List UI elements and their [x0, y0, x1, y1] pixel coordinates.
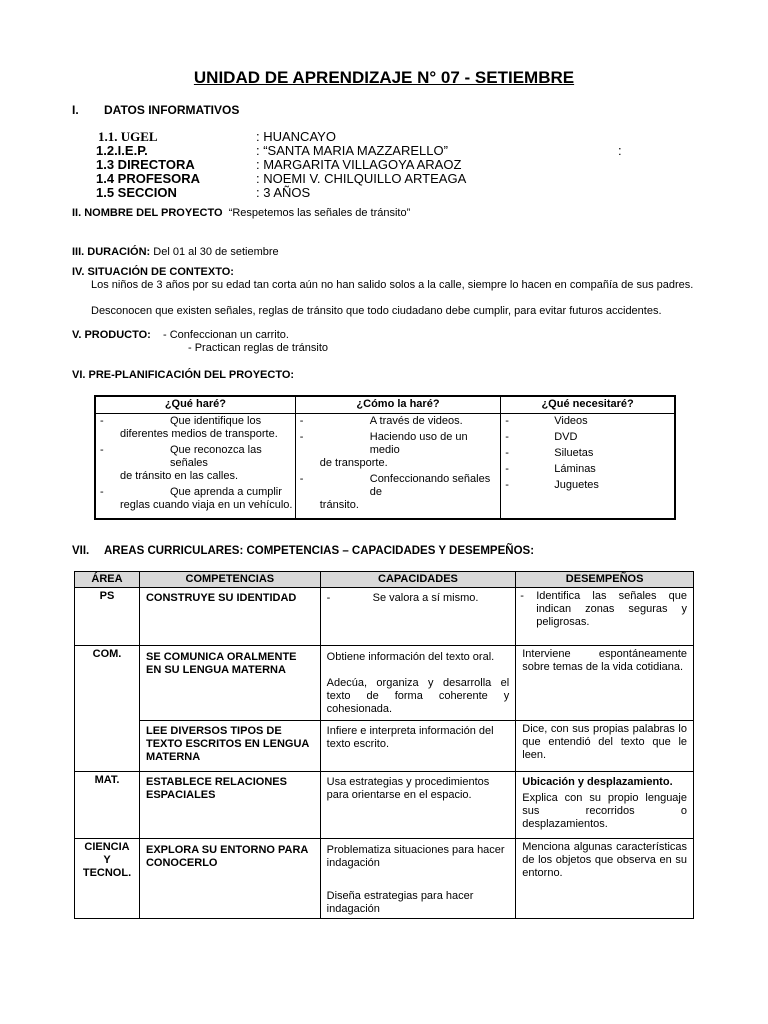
capacidad-mat: Usa estrategias y procedimientos para orientarse en el espacio. — [320, 772, 516, 839]
capacidad-ps: - Se valora a sí mismo. — [320, 588, 516, 646]
section-7-number: VII. — [72, 545, 90, 557]
plan-como-item: - Confeccionando señales de tránsito. — [299, 472, 491, 511]
desempeno-mat: Ubicación y desplazamiento. Explica con su propio lenguaje sus recorridos o desplazamientos. — [516, 772, 694, 839]
plan-que-item: - Que reconozca las señales de tránsito en las calles. — [100, 443, 262, 482]
section-4-heading: IV. SITUACIÓN DE CONTEXTO: — [72, 266, 234, 278]
desempeno-com-lee: Dice, con sus propias palabras lo que entendió del texto que le leen. — [516, 721, 694, 772]
table-row — [75, 646, 694, 721]
plan-material-item: - DVD — [505, 430, 578, 443]
table-row — [75, 588, 694, 646]
plan-header-necesitare: ¿Qué necesitaré? — [501, 396, 675, 413]
plan-que-item: - Que identifique los diferentes medios de transporte. — [100, 414, 278, 440]
plan-cell-que — [95, 413, 295, 519]
section-6-heading: VI. PRE-PLANIFICACIÓN DEL PROYECTO: — [72, 369, 295, 381]
plan-como-item: - Haciendo uso de un medio de transporte. — [299, 430, 468, 469]
area-ps: PS — [75, 588, 140, 646]
capacidad-ciencia: Problematiza situaciones para hacer indagación Diseña estrategias para hacer indagación — [320, 839, 516, 919]
iep-value: : “SANTA MARIA MAZZARELLO” — [256, 143, 448, 158]
table-row — [75, 839, 694, 919]
desempeno-ps: - Identifica las señales que indican zonas seguras y peligrosas. — [516, 588, 694, 646]
capacidad-com-lee: Infiere e interpreta información del texto escrito. — [320, 721, 516, 772]
cur-header-capacidades: CAPACIDADES — [320, 572, 516, 588]
competencia-com-oral: SE COMUNICA ORALMENTE EN SU LENGUA MATERNA — [139, 646, 320, 721]
seccion-value: : 3 AÑOS — [256, 185, 311, 200]
plan-cell-necesitare — [501, 413, 675, 519]
context-paragraph-2: Desconocen que existen señales, reglas de tránsito que todo ciudadano debe cumplir, para evitar futuros accidentes. — [91, 305, 662, 317]
desempeno-com-oral: Interviene espontáneamente sobre temas de la vida cotidiana. — [516, 646, 694, 721]
ugel-value: : HUANCAYO — [256, 129, 336, 144]
profesora-label: 1.4 PROFESORA — [96, 171, 201, 186]
context-paragraph-1: Los niños de 3 años por su edad tan corta aún no han salido solos a la calle, siempre lo hacen en compañía de sus padres. — [91, 279, 694, 291]
competencia-mat: ESTABLECE RELACIONES ESPACIALES — [139, 772, 320, 839]
directora-value: : MARGARITA VILLAGOYA ARAOZ — [256, 157, 462, 172]
competencia-com-lee: LEE DIVERSOS TIPOS DE TEXTO ESCRITOS EN LENGUA MATERNA — [139, 721, 320, 772]
section-1-heading: DATOS INFORMATIVOS — [104, 103, 240, 117]
curricular-table — [74, 571, 694, 919]
plan-header-como: ¿Cómo la haré? — [295, 396, 500, 413]
competencia-ciencia: EXPLORA SU ENTORNO PARA CONOCERLO — [139, 839, 320, 919]
plan-material-item: - Láminas — [505, 462, 596, 475]
table-row — [75, 721, 694, 772]
profesora-value: : NOEMI V. CHILQUILLO ARTEAGA — [256, 171, 467, 186]
section-2-heading: II. NOMBRE DEL PROYECTO — [72, 207, 223, 219]
seccion-label: 1.5 SECCION — [96, 185, 177, 200]
area-ciencia: CIENCIA Y TECNOL. — [75, 839, 140, 919]
directora-label: 1.3 DIRECTORA — [96, 157, 195, 172]
section-7-heading: AREAS CURRICULARES: COMPETENCIAS – CAPACIDADES Y DESEMPEÑOS: — [104, 545, 535, 557]
area-com: COM. — [75, 646, 140, 772]
table-row — [75, 772, 694, 839]
area-mat: MAT. — [75, 772, 140, 839]
cur-header-area: ÁREA — [75, 572, 140, 588]
plan-material-item: - Siluetas — [505, 446, 594, 459]
plan-material-item: - Juguetes — [505, 478, 599, 491]
planning-table — [94, 395, 676, 520]
product-item-1: - Confeccionan un carrito. — [163, 329, 289, 341]
iep-extra-colon: : — [618, 143, 622, 158]
plan-que-item: - Que aprenda a cumplir reglas cuando viaja en un vehículo. — [100, 485, 293, 511]
competencia-ps: CONSTRUYE SU IDENTIDAD — [139, 588, 320, 646]
desempeno-ciencia: Menciona algunas características de los objetos que observa en su entorno. — [516, 839, 694, 919]
iep-label: 1.2.I.E.P. — [96, 143, 148, 158]
capacidad-com-oral: Obtiene información del texto oral. Adecúa, organiza y desarrolla el texto de forma coherente y cohesionada. — [320, 646, 516, 721]
section-1-number: I. — [72, 103, 79, 117]
product-item-2: - Practican reglas de tránsito — [188, 342, 329, 354]
plan-como-item: - A través de videos. — [299, 414, 463, 427]
section-3-heading: III. DURACIÓN: — [72, 246, 151, 258]
cur-header-desempenos: DESEMPEÑOS — [516, 572, 694, 588]
duration-value: Del 01 al 30 de setiembre — [153, 246, 279, 258]
project-name: “Respetemos las señales de tránsito” — [228, 207, 411, 219]
ugel-label: 1.1. UGEL — [98, 129, 158, 144]
plan-material-item: - Videos — [505, 414, 588, 427]
document-title: UNIDAD DE APRENDIZAJE N° 07 - SETIEMBRE — [193, 68, 575, 87]
cur-header-competencias: COMPETENCIAS — [139, 572, 320, 588]
section-3 — [72, 246, 279, 258]
section-5-heading: V. PRODUCTO: — [72, 329, 151, 341]
plan-header-que: ¿Qué haré? — [95, 396, 295, 413]
plan-cell-como — [295, 413, 500, 519]
section-2 — [72, 207, 410, 219]
